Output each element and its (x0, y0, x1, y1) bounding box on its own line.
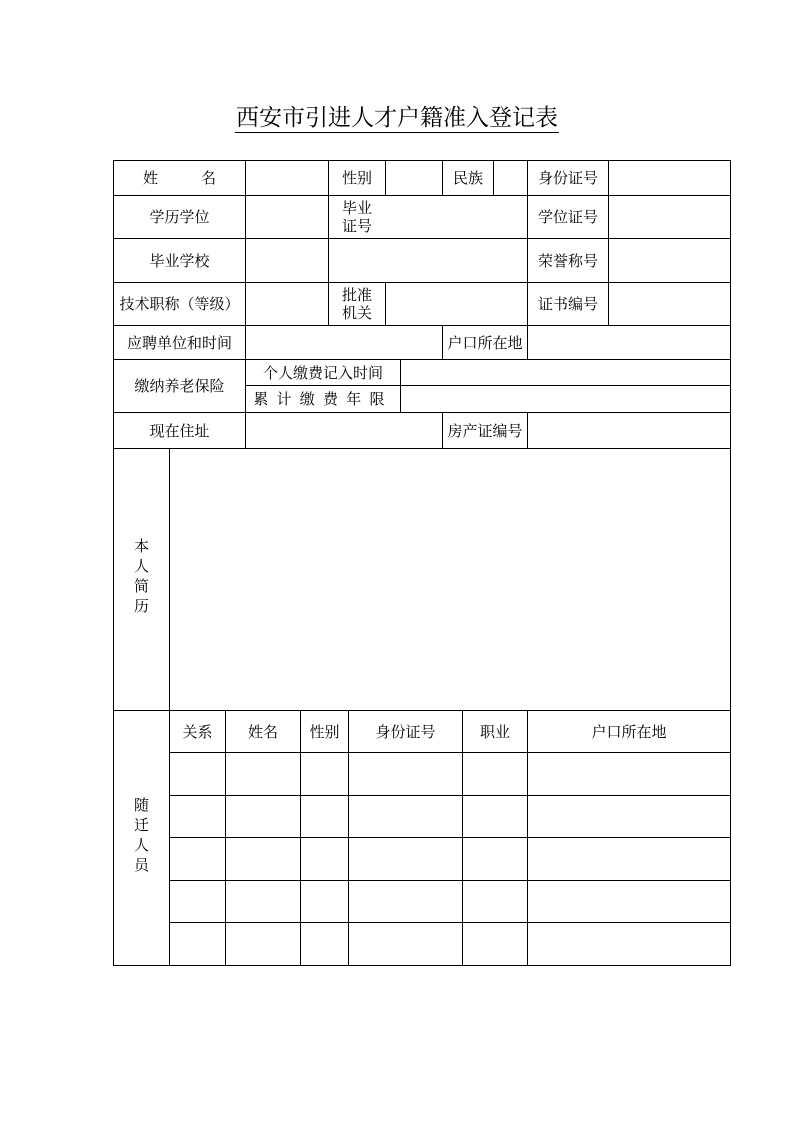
dependents-cell[interactable] (528, 838, 730, 880)
dependents-cell[interactable] (528, 923, 730, 965)
resume-label (114, 536, 169, 616)
vertical-label-char: 人 (133, 836, 149, 854)
dependents-cell[interactable] (463, 753, 527, 795)
professional-title-field[interactable] (246, 283, 328, 325)
dependents-header-relation: 关系 (182, 722, 213, 741)
pension-years-label (246, 386, 400, 412)
hukou-location-field[interactable] (528, 326, 730, 359)
dependents-cell[interactable] (226, 796, 300, 837)
name-label (114, 161, 245, 195)
dependents-header-gender: 性别 (309, 722, 340, 741)
dependents-cell[interactable] (226, 881, 300, 922)
address-label: 现在住址 (149, 421, 210, 440)
dependents-cell[interactable] (463, 881, 527, 922)
id-number-field[interactable] (609, 161, 730, 195)
dependents-label-chars (134, 795, 149, 875)
dependents-cell[interactable] (349, 838, 462, 880)
form-title-text: 西安市引进人才户籍准入登记表 (236, 105, 558, 131)
honor-title-label: 荣誉称号 (537, 251, 598, 270)
gender-label: 性别 (341, 169, 372, 187)
dependents-cell[interactable] (463, 838, 527, 880)
id-number-label: 身份证号 (537, 169, 598, 187)
vertical-label-char: 本 (133, 537, 149, 555)
dependents-cell[interactable] (301, 796, 348, 837)
vertical-label-char: 历 (133, 597, 149, 615)
dependents-cell[interactable] (349, 753, 462, 795)
gender-field[interactable] (386, 161, 442, 195)
certificate-no-label: 证书编号 (537, 295, 598, 313)
property-cert-label: 房产证编号 (447, 421, 523, 440)
school-field[interactable] (246, 239, 527, 282)
dependents-cell[interactable] (301, 838, 348, 880)
form-title (0, 103, 794, 133)
professional-title-label: 技术职称（等级） (119, 295, 240, 313)
dependents-cell[interactable] (170, 796, 225, 837)
dependents-cell[interactable] (170, 838, 225, 880)
dependents-cell[interactable] (301, 923, 348, 965)
resume-label-chars (134, 536, 149, 616)
degree-cert-no-field[interactable] (609, 196, 730, 238)
dependents-cell[interactable] (226, 923, 300, 965)
honor-title-field[interactable] (609, 239, 730, 282)
ethnicity-label: 民族 (452, 169, 483, 187)
employer-time-label: 应聘单位和时间 (126, 333, 232, 352)
dependents-cell[interactable] (349, 796, 462, 837)
vertical-label-char: 随 (133, 796, 149, 814)
dependents-cell[interactable] (349, 923, 462, 965)
resume-field[interactable] (170, 449, 730, 710)
dependents-header-name: 姓名 (247, 722, 278, 741)
approval-authority-label-text: 批准机关 (341, 286, 372, 322)
pension-start-field[interactable] (401, 360, 730, 385)
dependents-header-id-number: 身份证号 (375, 722, 436, 741)
ethnicity-field[interactable] (494, 161, 527, 195)
pension-years-label-text: 累计缴费年限 (253, 390, 393, 408)
vertical-label-char: 员 (133, 856, 149, 874)
diploma-no-field[interactable] (386, 196, 527, 238)
dependents-cell[interactable] (301, 753, 348, 795)
dependents-cell[interactable] (226, 838, 300, 880)
approval-authority-field[interactable] (386, 283, 527, 325)
dependents-cell[interactable] (528, 881, 730, 922)
dependents-label (114, 795, 169, 875)
employer-time-field[interactable] (246, 326, 442, 359)
degree-field[interactable] (246, 196, 328, 238)
dependents-cell[interactable] (463, 796, 527, 837)
pension-label: 缴纳养老保险 (134, 377, 225, 395)
pension-start-label: 个人缴费记入时间 (262, 363, 383, 382)
registration-form (113, 160, 731, 966)
vertical-label-char: 简 (133, 577, 149, 595)
name-field[interactable] (246, 161, 328, 195)
property-cert-field[interactable] (528, 413, 730, 448)
approval-authority-label (329, 283, 385, 325)
dependents-cell[interactable] (528, 796, 730, 837)
dependents-cell[interactable] (349, 881, 462, 922)
degree-cert-no-label: 学位证号 (537, 208, 598, 226)
dependents-cell[interactable] (301, 881, 348, 922)
dependents-header-occupation: 职业 (479, 722, 510, 741)
pension-years-field[interactable] (401, 386, 730, 412)
certificate-no-field[interactable] (609, 283, 730, 325)
dependents-cell[interactable] (170, 923, 225, 965)
address-field[interactable] (246, 413, 442, 448)
dependents-cell[interactable] (463, 923, 527, 965)
degree-label: 学历学位 (149, 208, 210, 226)
dependents-cell[interactable] (170, 753, 225, 795)
diploma-no-label-text: 毕业证号 (341, 199, 372, 235)
vertical-label-char: 迁 (133, 816, 149, 834)
dependents-cell[interactable] (528, 753, 730, 795)
dependents-header-hukou: 户口所在地 (591, 722, 667, 741)
diploma-no-label (329, 196, 385, 238)
name-label-part2: 名 (201, 169, 217, 187)
school-label: 毕业学校 (149, 251, 210, 270)
dependents-cell[interactable] (226, 753, 300, 795)
dependents-cell[interactable] (170, 881, 225, 922)
vertical-label-char: 人 (133, 557, 149, 575)
hukou-location-label: 户口所在地 (447, 333, 523, 352)
name-label-part1: 姓 (142, 169, 158, 187)
